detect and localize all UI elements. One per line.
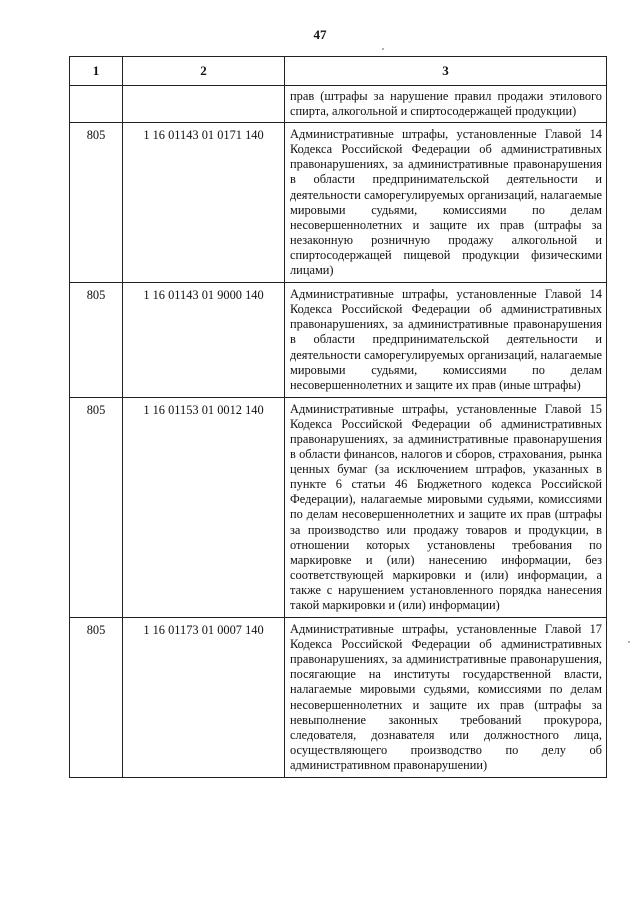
admin-cell: 805 — [70, 283, 123, 398]
code-cell: 1 16 01143 01 0171 140 — [123, 123, 285, 283]
description-cell: Административные штрафы, установленные Главой 14 Кодекса Российской Федерации об административных правонарушениях, за административные правонарушения в области предпринимательской деятельности и деятельности саморегулируемых организаций, налагаемые мировыми судьями, комиссиями по делам несовершеннолетних и защите их прав (штрафы за незаконную розничную продажу алкогольной и спиртосодержащей пищевой продукции физическими лицами) — [285, 123, 607, 283]
table-row-continuation — [70, 86, 607, 123]
page-number: 47 — [313, 27, 327, 42]
description-cell: прав (штрафы за нарушение правил продажи этилового спирта, алкогольной и спиртосодержащей продукции) — [285, 86, 607, 123]
scan-speck — [628, 641, 630, 643]
code-cell — [123, 86, 285, 123]
admin-cell: 805 — [70, 618, 123, 778]
column-header-3: 3 — [285, 57, 607, 86]
admin-cell — [70, 86, 123, 123]
code-cell: 1 16 01153 01 0012 140 — [123, 397, 285, 617]
table-row — [70, 283, 607, 398]
table-header-row — [70, 57, 607, 86]
table-row — [70, 397, 607, 617]
description-cell: Административные штрафы, установленные Главой 17 Кодекса Российской Федерации об административных правонарушениях, за административные правонарушения, посягающие на институты государственной власти, налагаемые мировыми судьями, комиссиями по делам несовершеннолетних и защите их прав (штрафы за невыполнение законных требований прокурора, следователя, дознавателя или должностного лица, осуществляющего производство по делу об административном правонарушении) — [285, 618, 607, 778]
code-cell: 1 16 01173 01 0007 140 — [123, 618, 285, 778]
table-row — [70, 123, 607, 283]
column-header-2: 2 — [123, 57, 285, 86]
scan-speck — [382, 48, 384, 50]
code-cell: 1 16 01143 01 9000 140 — [123, 283, 285, 398]
budget-codes-table — [69, 56, 607, 778]
description-cell: Административные штрафы, установленные Главой 15 Кодекса Российской Федерации об административных правонарушениях, за административные правонарушения в области финансов, налогов и сборов, страхования, рынка ценных бумаг (за исключением штрафов, указанных в пункте 6 статьи 46 Бюджетного кодекса Российской Федерации), налагаемые мировыми судьями, комиссиями по делам несовершеннолетних и защите их прав (штрафы за производство или продажу товаров и продукции, в отношении которых установлены требования по маркировке и (или) нанесению информации, без соответствующей маркировки и (или) информации, а также с нарушением установленного порядка нанесения такой маркировки и (или) информации) — [285, 397, 607, 617]
admin-cell: 805 — [70, 397, 123, 617]
admin-cell: 805 — [70, 123, 123, 283]
description-cell: Административные штрафы, установленные Главой 14 Кодекса Российской Федерации об административных правонарушениях, за административные правонарушения в области предпринимательской деятельности и деятельности саморегулируемых организаций, налагаемые мировыми судьями, комиссиями по делам несовершеннолетних и защите их прав (иные штрафы) — [285, 283, 607, 398]
column-header-1: 1 — [70, 57, 123, 86]
table-row — [70, 618, 607, 778]
